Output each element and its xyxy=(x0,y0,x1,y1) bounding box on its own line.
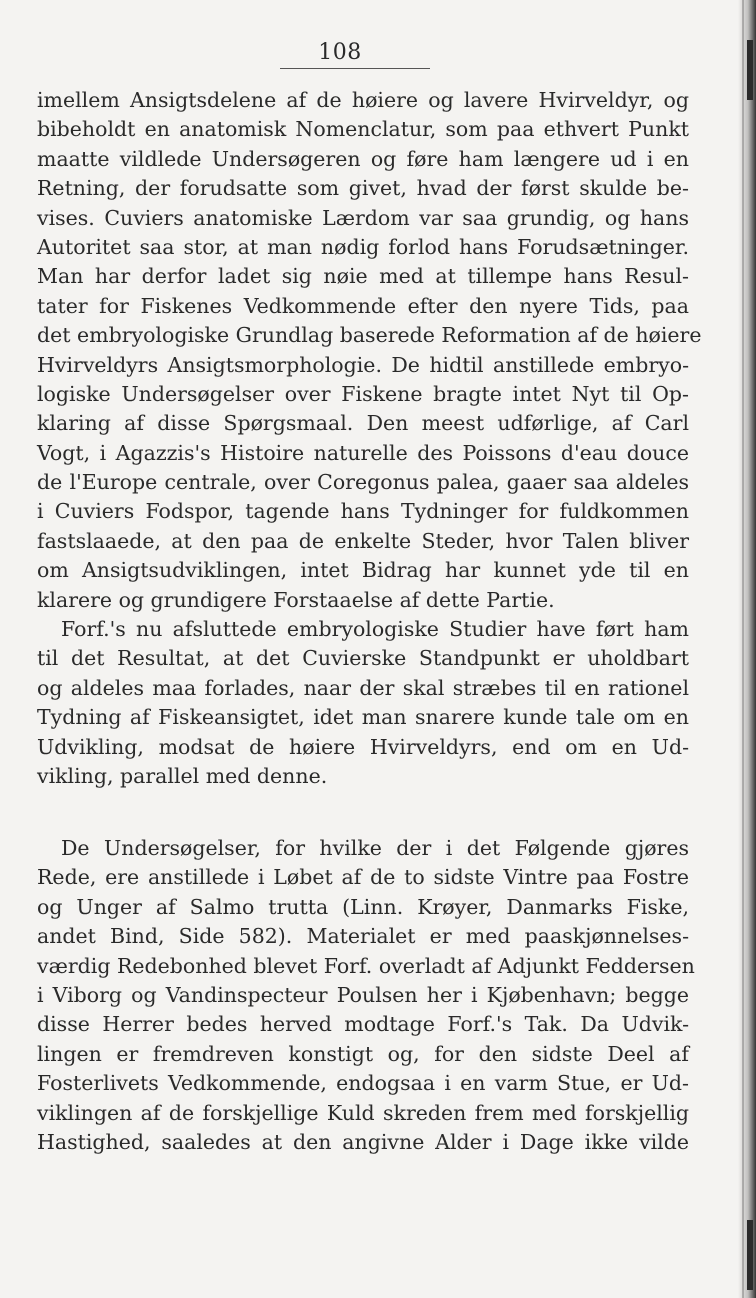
text-line: om Ansigtsudviklingen, intet Bidrag har kunnet yde til en xyxy=(37,558,689,583)
text-line: i Viborg og Vandinspecteur Poulsen her i Kjøbenhavn; begge xyxy=(37,982,689,1007)
text-line: Fosterlivets Vedkommende, endogsaa i en varm Stue, er Ud- xyxy=(37,1071,689,1096)
page-edge-shadow xyxy=(738,0,756,1298)
text-line: Autoritet saa stor, at man nødig forlod hans Forudsætninger. xyxy=(37,234,689,259)
page-edge-mark-bottom xyxy=(747,1220,753,1290)
text-column-upper xyxy=(37,86,702,791)
text-line: fastslaaede, at den paa de enkelte Steder, hvor Talen bliver xyxy=(37,528,689,553)
text-line: vises. Cuviers anatomiske Lærdom var saa grundig, og hans xyxy=(37,205,689,230)
text-line: viklingen af de forskjellige Kuld skreden frem med forskjellig xyxy=(37,1100,689,1125)
text-line: logiske Undersøgelser over Fiskene bragte intet Nyt til Op- xyxy=(37,381,689,406)
text-line: tater for Fiskenes Vedkommende efter den nyere Tids, paa xyxy=(37,293,689,318)
page-number-rule xyxy=(280,68,430,69)
text-line: andet Bind, Side 582). Materialet er med paaskjønnelses- xyxy=(37,924,689,949)
text-line: Hastighed, saaledes at den angivne Alder i Dage ikke vilde xyxy=(37,1129,689,1154)
text-line: og aldeles maa forlades, naar der skal stræbes til en rationel xyxy=(37,675,689,700)
text-line: disse Herrer bedes herved modtage Forf.'s Tak. Da Udvik- xyxy=(37,1012,689,1037)
text-line: det embryologiske Grundlag baserede Reformation af de høiere xyxy=(37,323,702,348)
text-line: Forf.'s nu afsluttede embryologiske Studier have ført ham xyxy=(61,617,689,642)
text-line: bibeholdt en anatomisk Nomenclatur, som paa ethvert Punkt xyxy=(37,117,689,142)
text-line: klaring af disse Spørgsmaal. Den meest udførlige, af Carl xyxy=(37,411,689,436)
text-line: Tydning af Fiskeansigtet, idet man snarere kunde tale om en xyxy=(37,705,689,730)
text-line: maatte vildlede Undersøgeren og føre ham længere ud i en xyxy=(37,146,689,171)
text-line: i Cuviers Fodspor, tagende hans Tydninger for fuldkommen xyxy=(37,499,689,524)
text-line: De Undersøgelser, for hvilke der i det Følgende gjøres xyxy=(61,836,689,860)
text-line: værdig Redebonhed blevet Forf. overladt af Adjunkt Feddersen xyxy=(37,953,695,978)
text-line: de l'Europe centrale, over Coregonus palea, gaaer saa aldeles xyxy=(37,470,689,495)
text-line: Rede, ere anstillede i Løbet af de to sidste Vintre paa Fostre xyxy=(37,865,689,890)
text-line: Udvikling, modsat de høiere Hvirveldyrs, end om en Ud- xyxy=(37,734,689,759)
text-line: klarere og grundigere Forstaaelse af dette Partie. xyxy=(37,587,555,612)
page-number: 108 xyxy=(318,40,362,65)
text-line: lingen er fremdreven konstigt og, for den sidste Deel af xyxy=(37,1041,689,1066)
text-line: Hvirveldyrs Ansigtsmorphologie. De hidtil anstillede embryo- xyxy=(37,352,689,377)
text-line: Retning, der forudsatte som givet, hvad der først skulde be- xyxy=(37,176,689,201)
text-line: og Unger af Salmo trutta (Linn. Krøyer, Danmarks Fiske, xyxy=(37,894,689,919)
text-line: vikling, parallel med denne. xyxy=(37,763,328,788)
page-edge-mark-top xyxy=(747,40,753,100)
text-line: Man har derfor ladet sig nøie med at tillempe hans Resul- xyxy=(37,264,689,289)
text-line: til det Resultat, at det Cuvierske Standpunkt er uholdbart xyxy=(37,646,689,671)
text-column-lower xyxy=(37,834,695,1157)
text-line: imellem Ansigtsdelene af de høiere og lavere Hvirveldyr, og xyxy=(37,88,689,112)
text-line: Vogt, i Agazzis's Histoire naturelle des Poissons d'eau douce xyxy=(37,440,689,465)
